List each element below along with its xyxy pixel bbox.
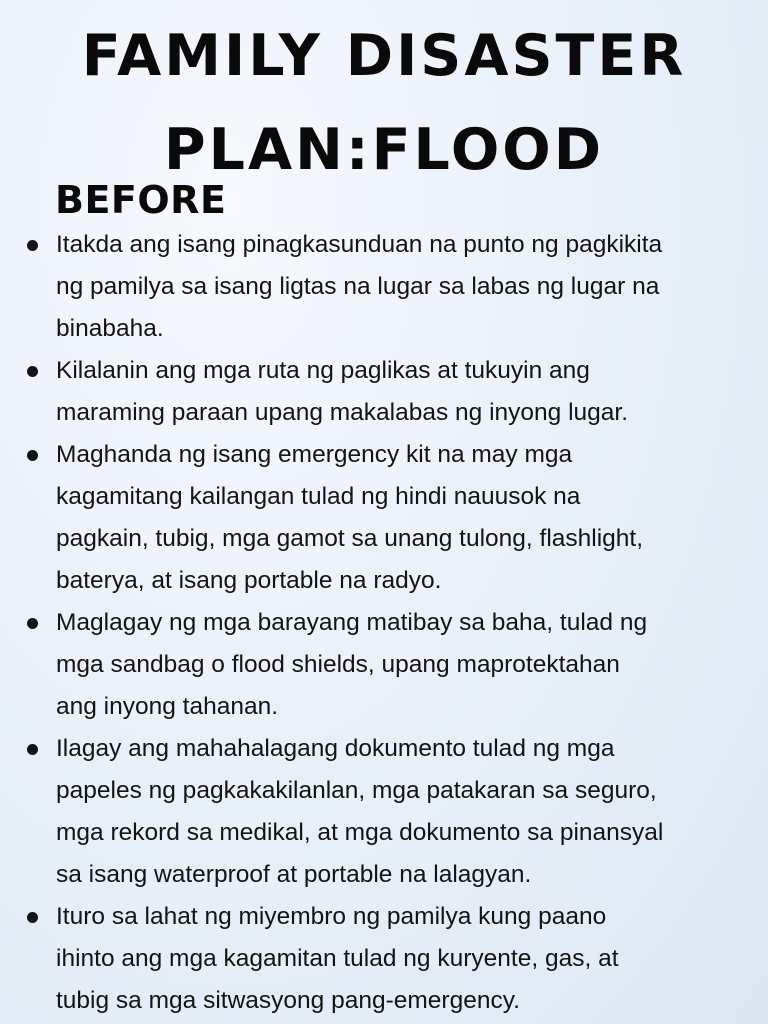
list-item-line: binabaha.: [56, 315, 164, 342]
list-item-line: papeles ng pagkakakilanlan, mga patakaran sa seguro,: [56, 777, 657, 804]
bullet-icon: [27, 618, 38, 629]
list-item: [0, 728, 768, 896]
list-item-line: kagamitang kailangan tulad ng hindi nauusok na: [56, 483, 581, 510]
list-item-line: tubig sa mga sitwasyong pang-emergency.: [56, 987, 520, 1014]
list-item-line: ang inyong tahanan.: [56, 693, 279, 720]
list-item: [0, 602, 768, 728]
list-item: [0, 434, 768, 602]
list-item: [0, 896, 768, 1022]
page-title-line-2: PLAN:FLOOD: [163, 117, 605, 183]
list-item-line: ng pamilya sa isang ligtas na lugar sa labas ng lugar na: [56, 273, 660, 300]
list-item-line: Maglagay ng mga barayang matibay sa baha, tulad ng: [56, 609, 648, 636]
list-item-line: maraming paraan upang makalabas ng inyong lugar.: [56, 399, 629, 426]
page-title-line-1: FAMILY DISASTER: [81, 23, 687, 89]
bullet-icon: [27, 912, 38, 923]
bullet-icon: [27, 450, 38, 461]
section-heading-before: BEFORE: [55, 178, 227, 222]
list-item-line: pagkain, tubig, mga gamot sa unang tulong, flashlight,: [56, 525, 644, 552]
list-item-line: Kilalanin ang mga ruta ng paglikas at tukuyin ang: [56, 357, 590, 384]
list-item-line: Ilagay ang mahahalagang dokumento tulad ng mga: [56, 735, 615, 762]
bullet-icon: [27, 366, 38, 377]
before-checklist: [0, 224, 768, 1022]
list-item-line: Ituro sa lahat ng miyembro ng pamilya kung paano: [56, 903, 607, 930]
list-item-line: mga sandbag o flood shields, upang maprotektahan: [56, 651, 620, 678]
list-item-line: sa isang waterproof at portable na lalagyan.: [56, 861, 532, 888]
list-item: [0, 350, 768, 434]
list-item: [0, 224, 768, 350]
list-item-line: mga rekord sa medikal, at mga dokumento sa pinansyal: [56, 819, 664, 846]
list-item-line: ihinto ang mga kagamitan tulad ng kuryente, gas, at: [56, 945, 619, 972]
list-item-line: Maghanda ng isang emergency kit na may mga: [56, 441, 573, 468]
bullet-icon: [27, 744, 38, 755]
list-item-line: baterya, at isang portable na radyo.: [56, 567, 442, 594]
bullet-icon: [27, 240, 38, 251]
list-item-line: Itakda ang isang pinagkasunduan na punto ng pagkikita: [56, 231, 663, 258]
